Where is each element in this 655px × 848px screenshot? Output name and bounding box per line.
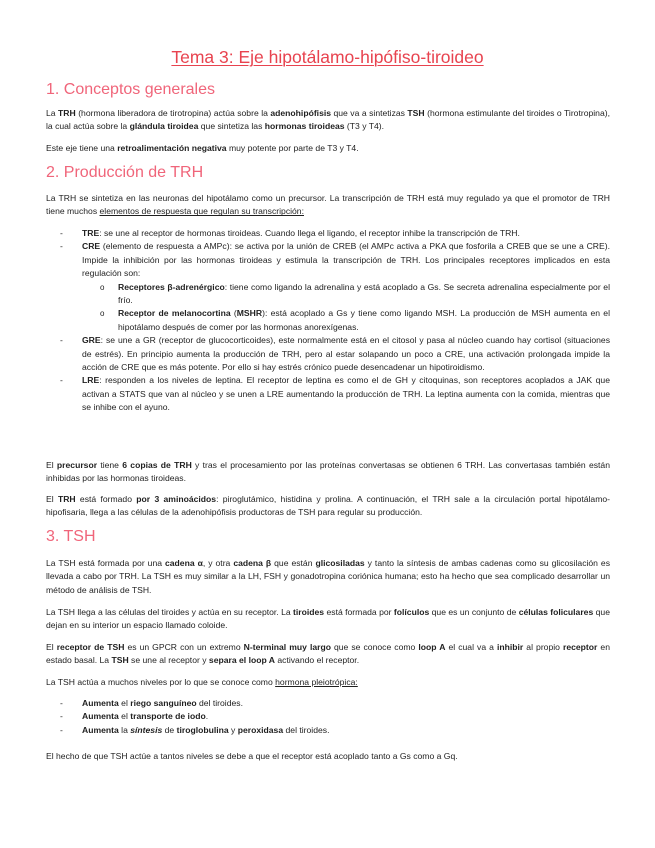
text-run: : piroglutámico, histidina y prolina. A continuación, el TRH sale a la circulación portal hipotálamo-hipofisaria, llega a las células de la adenohipófisis productoras de TSH para regular su producción. — [46, 494, 611, 518]
list-dash-marker: - — [60, 711, 63, 722]
text-run: del tiroides. — [283, 724, 330, 735]
bold-text: cadena α — [165, 558, 203, 568]
bold-text: N-terminal muy largo — [243, 642, 331, 652]
text-run: y — [228, 724, 238, 735]
text-run: está formada por — [324, 607, 394, 617]
paragraph — [46, 107, 610, 134]
text-run: activando el receptor. — [275, 655, 360, 666]
text-run: es un GPCR con un extremo — [124, 642, 244, 652]
bold-text: Aumenta — [82, 724, 119, 735]
text-run: El — [46, 642, 57, 652]
text-run: : responden a los niveles de leptina. El receptor de leptina es como el de GH y citoquinas, son receptores acoplados a JAK que activan a STATS que van al núcleo y se unen a LRE aumentando la producción de TRH. La leptina aumenta con la comida, mientras que se inhibe con el ayuno. — [82, 375, 610, 413]
bold-text: tiroglobulina — [176, 724, 229, 735]
list-item — [46, 334, 610, 374]
text-run: La TRH se sintetiza en las neuronas del hipotálamo como un precursor. La transcripción de TRH está muy regulado ya que el promotor de TRH tiene muchos — [46, 193, 610, 217]
text-run: (T3 y T4). — [344, 121, 385, 132]
bold-text: receptor de TSH — [56, 642, 125, 652]
bold-text: síntesis — [130, 724, 163, 735]
text-run: que va a sintetizas — [331, 108, 408, 118]
bold-text: loop A — [418, 642, 446, 652]
text-run: (elemento de respuesta a AMPc): se activa por la unión de CREB (el AMPc activa a PKA que fosforila a CREB que se une a CRE). Impide la inhibición por las hormonas tiroideas y estimula la transcripción de TRH. Los principales receptores implicados en esta regulación son: — [82, 241, 610, 279]
text-run: del tiroides. — [196, 698, 243, 708]
tsh-effects-list — [46, 697, 610, 737]
text-run: . — [205, 711, 209, 722]
paragraph — [46, 557, 610, 597]
text-run: que es un conjunto de — [429, 607, 519, 617]
bold-text: TSH — [111, 655, 129, 666]
bold-text: inhibir — [496, 642, 524, 652]
text-run: que se conoce como — [330, 642, 419, 652]
bold-text: Receptores β-adrenérgico — [118, 281, 225, 292]
bold-text: 6 copias de TRH — [122, 460, 192, 470]
bold-text: GRE — [82, 335, 101, 346]
paragraph — [46, 459, 610, 486]
text-run: La — [46, 108, 59, 118]
text-run: La TSH llega a las células del tiroides y actúa en su receptor. La — [46, 607, 294, 617]
text-run: se une al receptor y — [128, 655, 209, 666]
bold-text: glicosiladas — [315, 558, 365, 568]
bold-text: precursor — [56, 460, 98, 470]
list-item — [46, 374, 610, 414]
bold-text: adenohipófisis — [270, 108, 332, 118]
list-item — [46, 227, 610, 240]
bold-text: glándula tiroidea — [129, 121, 199, 132]
underlined-text: elementos de respuesta que regulan su transcripción: — [99, 206, 304, 217]
text-run: El — [46, 460, 57, 470]
list-dash-marker: - — [60, 241, 63, 252]
bold-text: TRH — [58, 108, 76, 118]
bold-text: transporte de iodo — [130, 711, 206, 722]
bold-text: MSHR — [236, 308, 263, 319]
text-run: que sintetiza las — [198, 121, 265, 132]
text-run: y tanto la síntesis de ambas cadenas como su glicosilación es llevada a cabo por TRH. La TSH es muy similar a la LH, FSH y gonadotropina coriónica humana; esto ha hecho que sea complicado desarrollar un método de análisis de TSH. — [46, 558, 611, 595]
list-dash-marker: - — [60, 375, 63, 386]
text-run: ( — [230, 308, 237, 319]
text-run: en estado basal. La — [46, 642, 610, 666]
paragraph — [46, 676, 610, 689]
bold-text: Receptor de melanocortina — [118, 308, 231, 319]
paragraph — [46, 142, 610, 155]
paragraph — [46, 192, 610, 219]
text-run: (hormona estimulante del tiroides o Tirotropina), la cual actúa sobre la — [46, 108, 610, 132]
bold-text: folículos — [393, 607, 430, 617]
text-run: La TSH está formada por una — [46, 558, 165, 568]
text-run: : se une al receptor de hormonas tiroideas. Cuando llega el ligando, el receptor inhibe la transcripción de TRH. — [99, 228, 520, 238]
bold-text: CRE — [82, 241, 101, 252]
bold-text: hormonas tiroideas — [264, 121, 345, 132]
bold-text: tiroides — [293, 607, 325, 617]
text-run: que dejan en su interior un espacio llamado coloide. — [46, 607, 610, 631]
text-run: el — [118, 698, 131, 708]
text-run: tiene — [97, 460, 123, 470]
text-run: Este eje tiene una — [46, 143, 118, 153]
list-item — [46, 240, 610, 334]
document-title: Tema 3: Eje hipotálamo-hipófiso-tiroideo — [171, 47, 484, 67]
bold-text: células foliculares — [518, 607, 594, 617]
list-item — [46, 710, 610, 723]
text-run: : tiene como ligando la adrenalina y está acoplado a Gs. Se secreta adrenalina especialmente por el frío. — [118, 281, 610, 306]
trh-elements-list — [46, 227, 610, 415]
bold-text: riego sanguíneo — [130, 698, 197, 708]
paragraph — [46, 606, 610, 633]
list-dash-marker: - — [60, 228, 63, 238]
list-dash-marker: - — [60, 335, 63, 346]
list-dash-marker: - — [60, 698, 63, 708]
underlined-text: hormona pleiotrópica: — [275, 677, 358, 687]
text-run: el — [118, 711, 131, 722]
text-run: el cual va a — [445, 642, 497, 652]
text-run: y tras el procesamiento por las proteínas convertasas se obtienen 6 TRH. Las convertasas también están inhibidas por las hormonas tiroideas. — [46, 460, 610, 484]
bold-text: retroalimentación negativa — [117, 143, 227, 153]
paragraph — [46, 493, 610, 520]
text-run: está formado — [75, 494, 137, 504]
text-run: ): está acoplado a Gs y tiene como ligando MSH. La producción de MSH aumenta en el hipotálamo después de comer por las hormonas anorexígenas. — [118, 308, 610, 332]
text-run: al propio — [523, 642, 563, 652]
list-dash-marker: - — [60, 724, 63, 735]
bold-text: LRE — [82, 375, 100, 386]
text-run: : se une a GR (receptor de glucocorticoides), este normalmente está en el citosol y pasa al núcleo cuando hay cortisol (situaciones de estrés). En principio aumenta la producción de TRH, pero al estar solapando un poco a CRE, una activación prolongada impide la acción de CRE que es más potente. Por ello si hay estrés crónico puede desencadenar un hipotiroidismo. — [82, 335, 610, 373]
bold-text: TRE — [82, 228, 100, 238]
list-item — [46, 697, 610, 710]
section-heading-1: 1. Conceptos generales — [46, 81, 215, 98]
bold-text: peroxidasa — [237, 724, 284, 735]
text-run: que están — [271, 558, 316, 568]
text-run: El — [46, 494, 58, 504]
sub-list — [82, 281, 610, 335]
text-run: muy potente por parte de T3 y T4. — [226, 143, 359, 153]
bold-text: Aumenta — [82, 711, 119, 722]
bold-text: TRH — [57, 494, 76, 504]
circle-bullet-icon: o — [100, 309, 105, 319]
paragraph — [46, 750, 610, 763]
text-run: El hecho de que TSH actúe a tantos niveles se debe a que el receptor está acoplado tanto a Gs como a Gq. — [46, 751, 458, 761]
section-heading-3: 3. TSH — [46, 528, 96, 545]
text-run: (hormona liberadora de tirotropina) actúa sobre la — [75, 108, 271, 118]
text-run: de — [162, 724, 177, 735]
bold-text: TSH — [407, 108, 425, 118]
list-item — [46, 724, 610, 737]
bold-text: por 3 aminoácidos — [136, 494, 217, 504]
sub-list-item — [46, 307, 610, 334]
text-run: La TSH actúa a muchos niveles por lo que se conoce como — [46, 677, 276, 687]
bold-text: receptor — [562, 642, 598, 652]
bold-text: separa el loop A — [208, 655, 275, 666]
paragraph — [46, 641, 610, 668]
text-run: la — [118, 724, 131, 735]
section-heading-2: 2. Producción de TRH — [46, 164, 204, 181]
bold-text: Aumenta — [82, 698, 119, 708]
circle-bullet-icon: o — [100, 282, 105, 292]
bold-text: cadena β — [233, 558, 272, 568]
text-run: , y otra — [202, 558, 234, 568]
sub-list-item — [46, 281, 610, 308]
